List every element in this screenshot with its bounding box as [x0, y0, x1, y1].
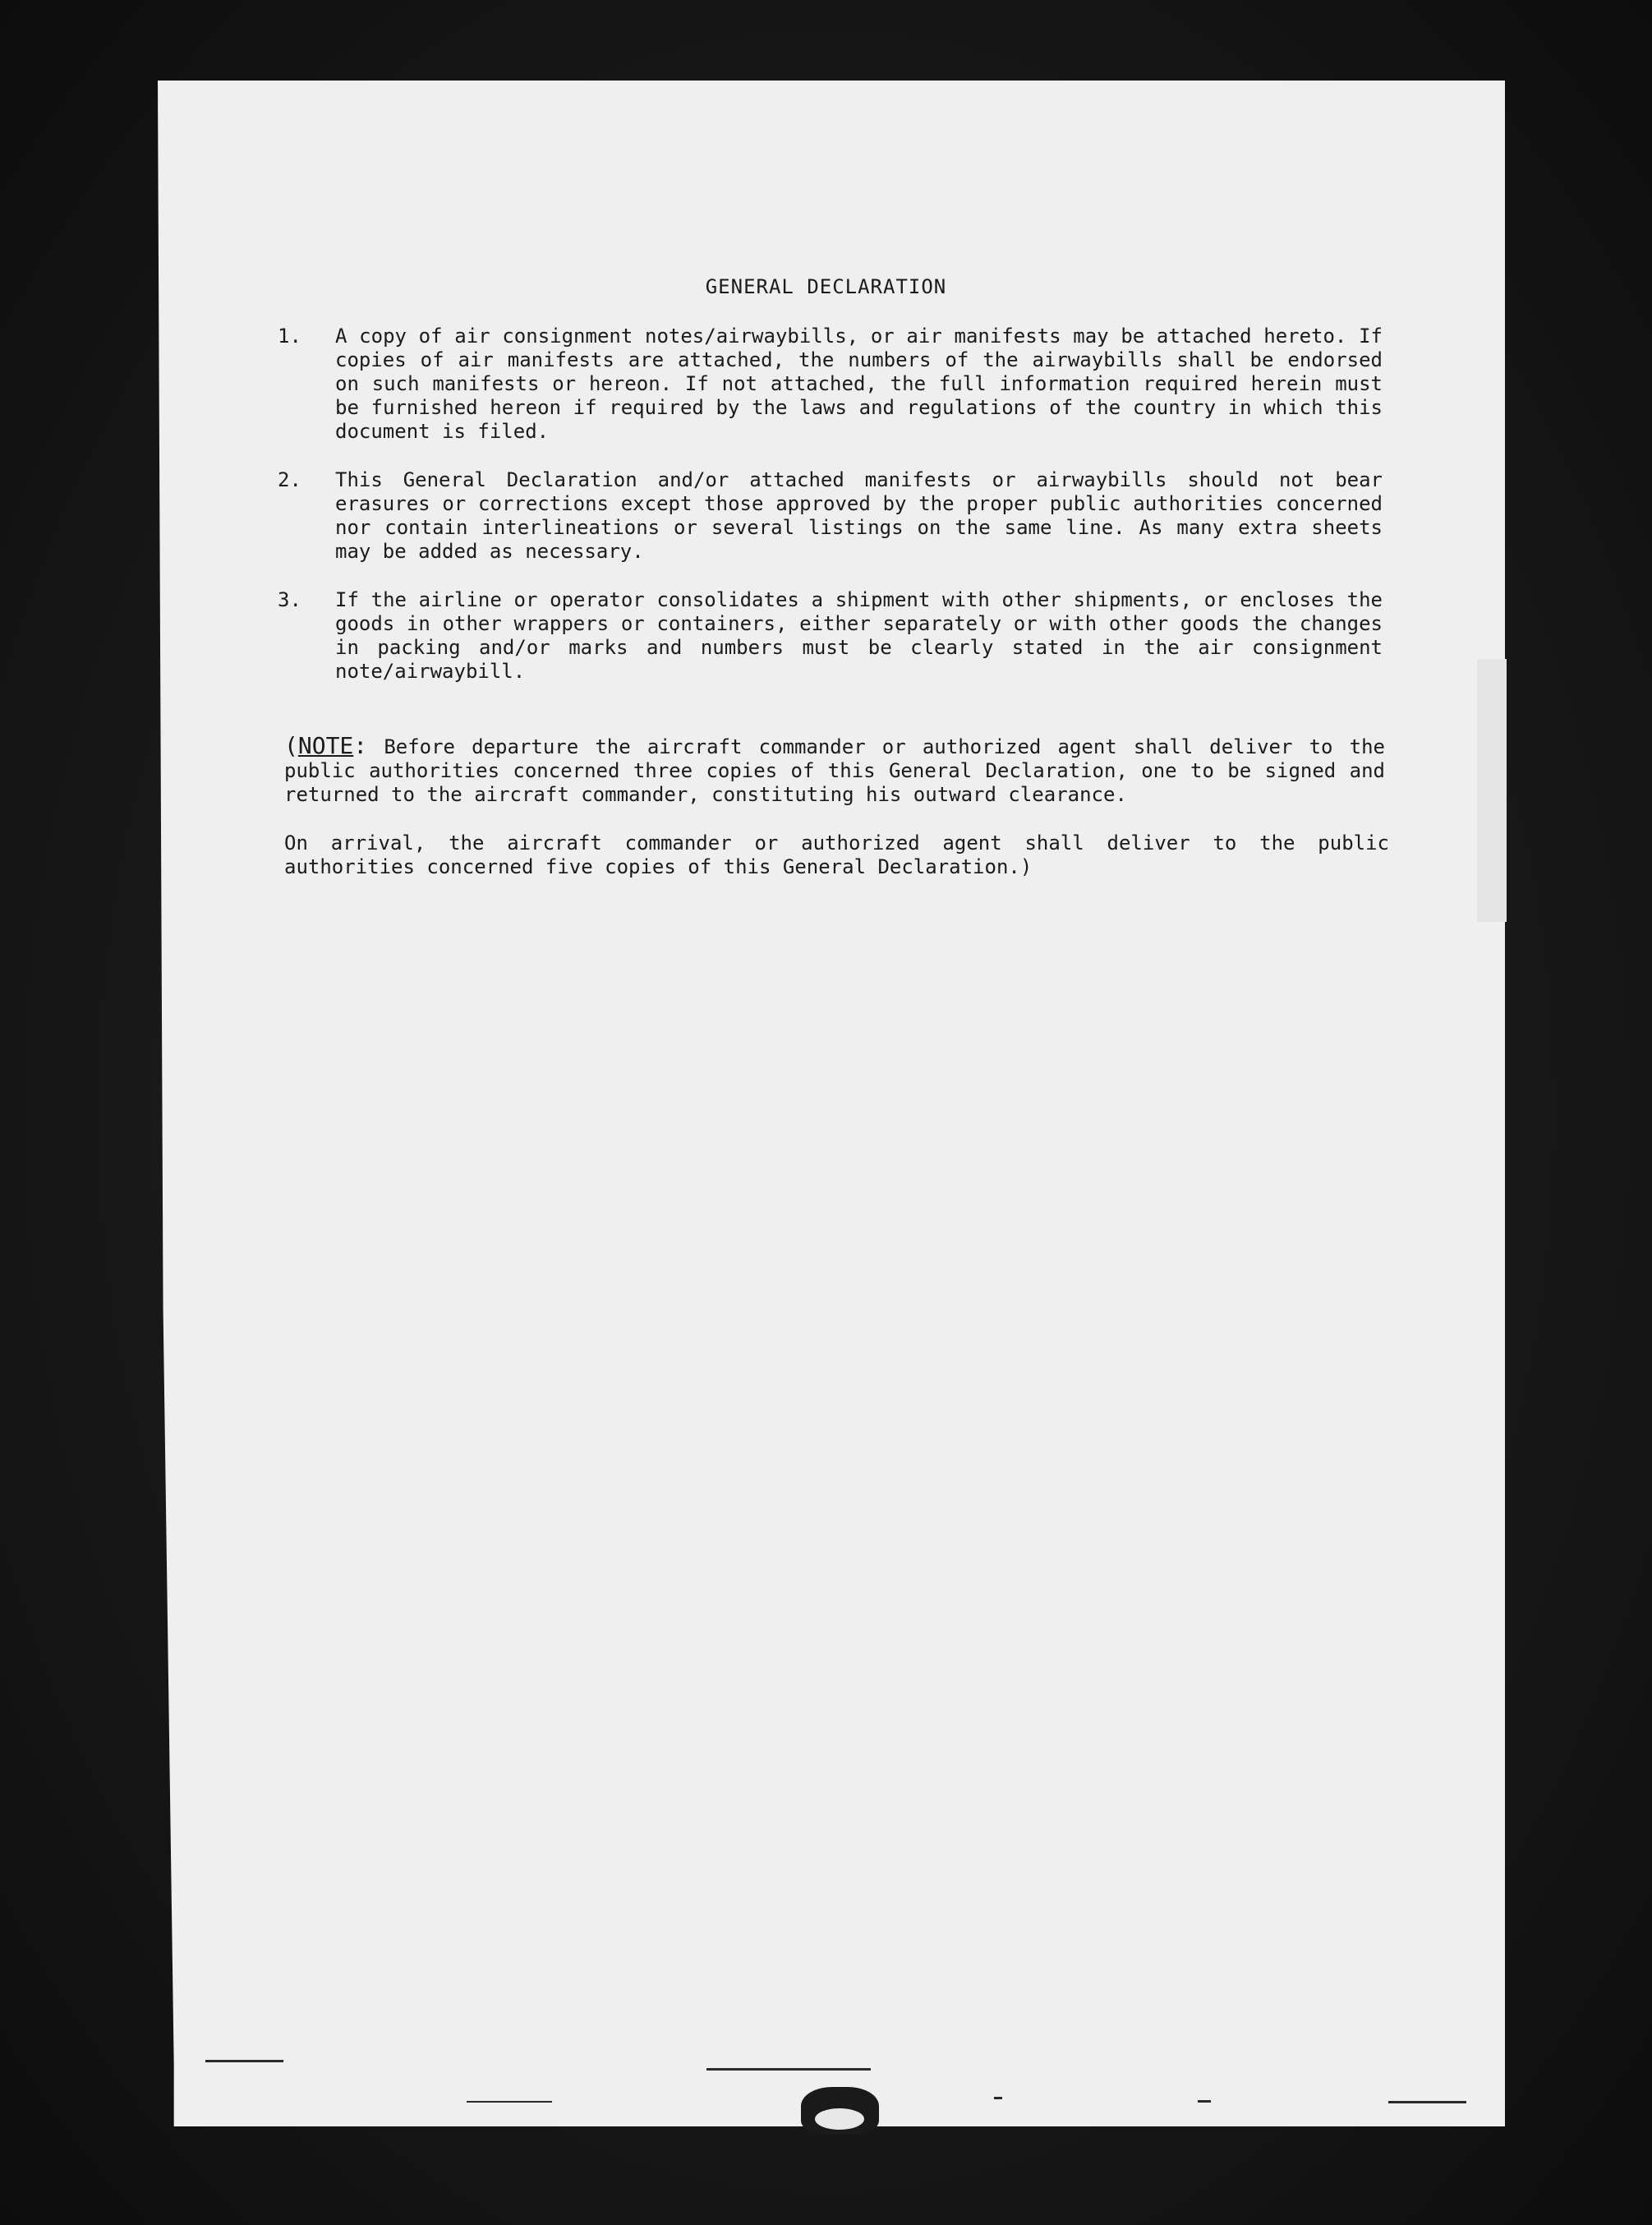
- item-text: This General Declaration and/or attached manifests or airwaybills should not bear erasures or corrections except those approved by the proper public authorities concerned nor contain interlineations or several listings on the same line. As many extra sheets may be added as necessary.: [335, 468, 1383, 563]
- item-text: If the airline or operator consolidates a shipment with other shipments, or encloses the goods in other wrappers or containers, either separately or with other goods the changes in packing and/or marks and numbers must be clearly stated in the air consignment note/airwaybill.: [335, 588, 1383, 683]
- scan-mark: [205, 2060, 283, 2062]
- torn-hole: [815, 2108, 864, 2130]
- note-paragraph: [284, 734, 1385, 807]
- page-edge: [1477, 659, 1507, 922]
- note-open-paren: (: [284, 732, 298, 759]
- item-text: A copy of air consignment notes/airwaybills, or air manifests may be attached hereto. If copies of air manifests are attached, the numbers of the airwaybills shall be endorsed on such manifests or hereon. If not attached, the full information required herein must be furnished hereon if required by the laws and regulations of the country in which this document is filed.: [335, 325, 1383, 443]
- item-number: 3.: [278, 588, 301, 611]
- note-colon: :: [353, 732, 368, 759]
- arrival-paragraph: On arrival, the aircraft commander or authorized agent shall deliver to the public authorities concerned five copies of this General Declaration.): [284, 831, 1389, 878]
- note-label-text: NOTE: [297, 732, 354, 759]
- note-text: Before departure the aircraft commander or authorized agent shall deliver to the public authorities concerned three copies of this General Declaration, one to be signed and returned to the aircraft commander, constituting his outward clearance.: [284, 735, 1385, 806]
- scan-mark: [706, 2068, 871, 2071]
- scan-mark: [467, 2101, 552, 2103]
- scan-mark: [994, 2097, 1002, 2099]
- scan-mark: [1198, 2100, 1211, 2103]
- scan-mark: [1388, 2101, 1466, 2103]
- document-title: GENERAL DECLARATION: [705, 275, 947, 298]
- item-number: 1.: [278, 325, 301, 348]
- item-number: 2.: [278, 468, 301, 491]
- note-label: [284, 732, 367, 759]
